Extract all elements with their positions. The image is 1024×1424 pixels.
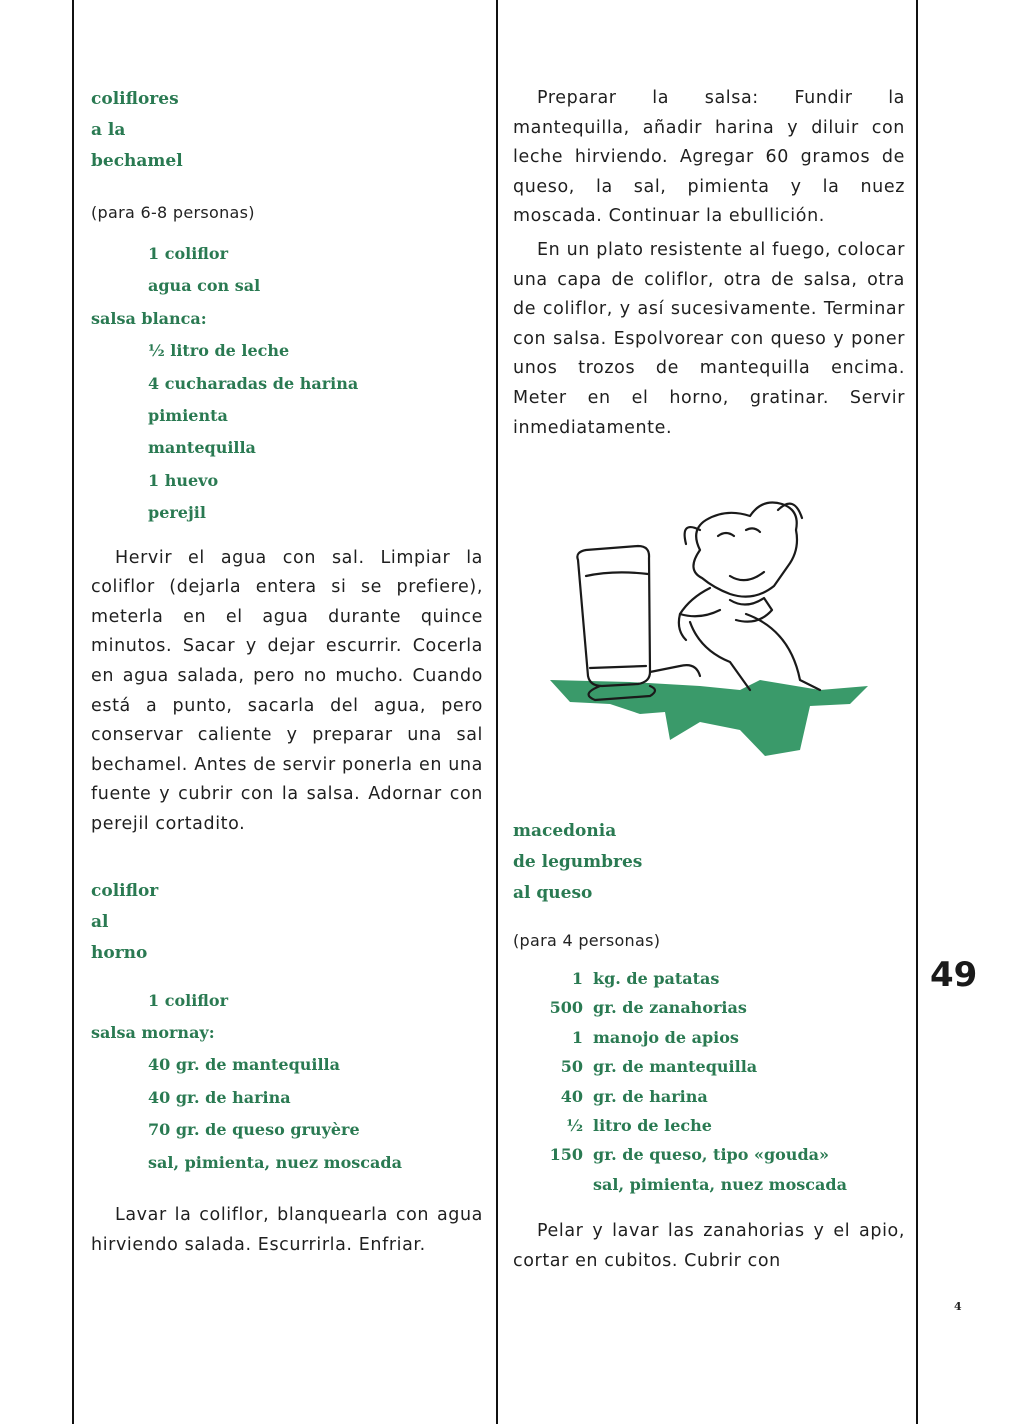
ingredient-amount: ½ [566,1116,583,1136]
ingredient [513,1052,905,1081]
title-line: coliflores [91,89,179,109]
left-column [91,84,483,1260]
ingredient-item: litro de leche [593,1116,712,1136]
recipe-2-title [91,876,483,969]
ingredient [513,1140,905,1169]
ingredient-amount: 500 [549,998,583,1018]
ingredient [513,1111,905,1140]
instruction-paragraph: Hervir el agua con sal. Limpiar la coliflor (dejarla entera si se prefiere), meterla en el agua durante quince minutos. Sacar y dejar escurrir. Cocerla en agua salada, pero no mucho. Cuando está a punto, sacarla del agua, pero conservar caliente y preparar una sal bechamel. Antes de servir ponerla en una fuente y cubrir con la salsa. Adornar con perejil cortadito. [91,547,483,834]
ingredient-item: gr. de mantequilla [593,1057,758,1077]
title-line: coliflor [91,880,159,901]
ingredient: 40 gr. de mantequilla [148,1055,340,1075]
recipe-1-ingredients [91,238,483,530]
ingredient-subheading: salsa mornay: [91,1023,215,1042]
cow-with-milk-glass-illustration [550,490,870,800]
title-line: a la [91,120,126,140]
ingredient-item: kg. de patatas [593,969,720,988]
recipe-2-ingredients [91,985,483,1179]
ingredient-item: manojo de apios [593,1027,739,1047]
title-line: al [91,911,109,932]
recipe-3 [513,816,905,1276]
ingredient [513,993,905,1022]
instruction-paragraph: Preparar la salsa: Fundir la mantequilla, añadir harina y diluir con leche hirviendo. Agregar 60 gramos de queso, la sal, pimienta y la nuez moscada. Continuar la ebullición. [513,88,905,227]
title-line: macedonia [513,821,617,841]
ingredient-subheading: salsa blanca: [91,308,207,328]
center-rule [496,0,498,1424]
ingredient [513,1170,905,1199]
ingredient: perejil [148,503,206,523]
left-rule [72,0,74,1424]
ingredient: pimienta [148,406,228,426]
ingredient: 1 coliflor [148,244,229,263]
ingredient-item: gr. de harina [593,1086,708,1106]
ingredient: 70 gr. de queso gruyère [148,1120,360,1140]
title-line: al queso [513,883,593,903]
signature-mark: 4 [954,1300,962,1313]
ingredient-amount: 150 [549,1145,583,1165]
ingredient-amount: 1 [571,969,583,988]
instruction-paragraph: Pelar y lavar las zanahorias y el apio, cortar en cubitos. Cubrir con [513,1221,905,1271]
instruction-paragraph: Lavar la coliflor, blanquearla con agua hirviendo salada. Escurrirla. Enfriar. [91,1205,483,1255]
ingredient [513,1082,905,1111]
ingredient-item: gr. de zanahorias [593,998,747,1018]
ingredient: 1 huevo [148,470,219,490]
recipe-2-instructions-cont [513,84,905,443]
ingredient-item: sal, pimienta, nuez moscada [593,1174,847,1194]
recipe-3-instructions [513,1217,905,1276]
ingredient: 4 cucharadas de harina [148,373,359,393]
right-column [513,84,905,443]
ingredient [513,964,905,993]
recipe-3-ingredients [513,964,905,1199]
recipe-3-title [513,816,905,909]
ingredient: ½ litro de leche [148,341,290,361]
page-number: 49 [930,955,978,995]
ingredient-amount: 50 [560,1057,583,1077]
ingredient-amount: 1 [571,1027,583,1047]
recipe-3-servings: (para 4 personas) [513,931,661,950]
instruction-paragraph: En un plato resistente al fuego, colocar una capa de coliflor, otra de salsa, otra de coliflor, y así sucesivamente. Terminar con salsa. Espolvorear con queso y poner unos trozos de mantequilla encima. Meter en el horno, gratinar. Servir inmediatamente. [513,239,905,438]
right-rule [916,0,918,1424]
ingredient: 40 gr. de harina [148,1087,291,1107]
recipe-1-servings: (para 6-8 personas) [91,203,255,222]
recipe-2-instructions-start [91,1201,483,1260]
recipe-1-title [91,84,483,177]
ingredient: sal, pimienta, nuez moscada [148,1152,402,1172]
ingredient-amount: 40 [560,1086,583,1106]
title-line: horno [91,942,148,963]
ingredient: mantequilla [148,438,256,458]
title-line: de legumbres [513,852,643,872]
ingredient [513,1023,905,1052]
recipe-1-instructions [91,544,483,840]
ingredient-item: gr. de queso, tipo «gouda» [593,1145,829,1165]
title-line: bechamel [91,151,183,171]
ingredient: agua con sal [148,276,261,296]
ingredient: 1 coliflor [148,990,229,1010]
